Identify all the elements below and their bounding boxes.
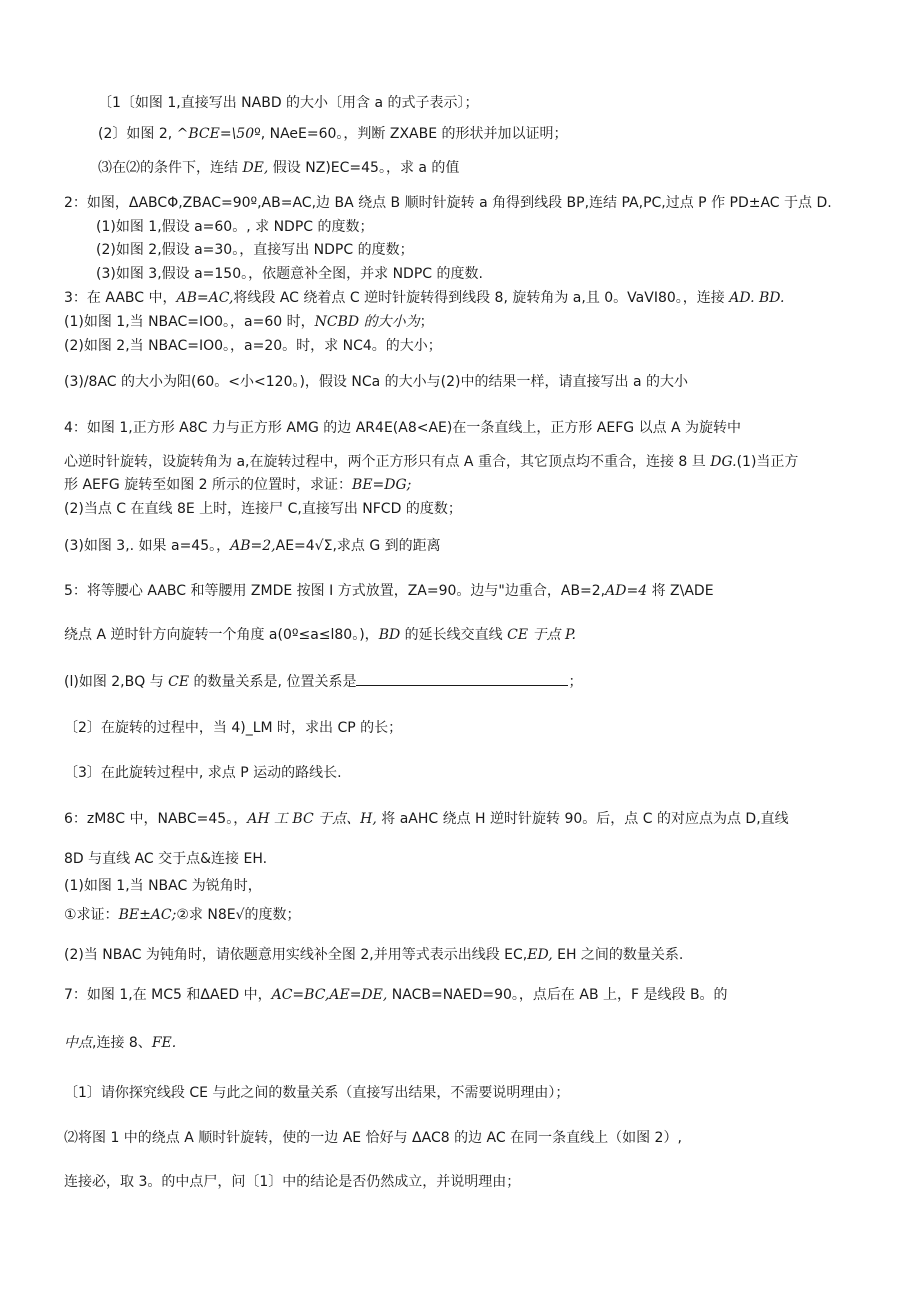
q6-stem-line1: [64, 809, 789, 829]
text: (1)当正方: [736, 454, 799, 470]
formula: AD. BD.: [729, 290, 785, 306]
q6-part1-items: [64, 905, 301, 925]
text: (3)如图 3,假设 a=150。，依题意补全图，并求 NDPC 的度数.: [96, 266, 483, 282]
text: NACB=NAED=90。，点后在 AB 上，F 是线段 B。的: [387, 987, 728, 1003]
text: (2)如图 2,当 NBAC=IO0。，a=20。时，求 NC4。的大小；: [64, 338, 442, 354]
text: 〔2〕在旋转的过程中，当 4)_LM 时，求出 CP 的长；: [64, 720, 403, 736]
text: (2〕如图 2,: [98, 126, 177, 142]
q7-part2: [64, 1128, 682, 1148]
q2-part2: [96, 240, 414, 260]
formula: CE 于点 P.: [507, 627, 576, 643]
formula: FE.: [151, 1035, 177, 1051]
q5-stem-line1: [64, 581, 714, 601]
text: 将 aAHC 绕点 H 逆时针旋转 90。后，点 C 的对应点为点 D,直线: [376, 811, 789, 827]
q3-part1: [64, 312, 434, 332]
q7-part1: [64, 1083, 569, 1103]
text: ⑶在⑵的条件下，连结: [98, 160, 243, 176]
text: AE=4√Σ,求点 G 到的距离: [275, 538, 441, 554]
text: 4：如图 1,正方形 A8C 力与正方形 AMG 的边 AR4E(A8<AE)在一条直线上，正方形 AEFG 以点 A 为旋转中: [64, 420, 742, 436]
formula: NCBD 的大小为: [314, 314, 420, 330]
text: 6：zM8C 中，NABC=45。，: [64, 811, 248, 827]
answer-blank: [356, 673, 568, 686]
text: ①求证：: [64, 907, 119, 923]
formula: AD=4: [605, 583, 648, 599]
q6-stem-line2: [64, 849, 267, 869]
formula: CE: [168, 674, 190, 690]
text: ②求 N8E√的度数；: [176, 907, 301, 923]
text: (2)当点 C 在直线 8E 上时，连接尸 C,直接写出 NFCD 的度数；: [64, 501, 462, 517]
q1-part2: [98, 124, 568, 144]
text: 心逆时针旋转，设旋转角为 a,在旋转过程中，两个正方形只有点 A 重合，其它顶点均不重合，连接 8 旦: [64, 454, 711, 470]
text: 3：在 AABC 中，: [64, 290, 177, 306]
q5-part2: [64, 718, 402, 738]
q4-part3: [64, 536, 441, 556]
q4-stem-line2: [64, 452, 798, 472]
formula: AB=AC,: [176, 290, 234, 306]
text: º, NAeE=60。，判断 ZXABE 的形状并加以证明；: [254, 126, 568, 142]
formula: DE,: [242, 160, 269, 176]
text: (l)如图 2,BQ 与: [64, 674, 169, 690]
text: 〔1〔如图 1,直接写出 NABD 的大小〔用含 a 的式子表示〕；: [98, 95, 479, 111]
text: 的延长线交直线: [400, 627, 508, 643]
text: (3)/8AC 的大小为阳(60。<小<120。)，假设 NCa 的大小与(2)中的结果一样，请直接写出 a 的大小: [64, 374, 688, 390]
text: (1)如图 1,当 NBAC 为锐角时，: [64, 878, 262, 894]
text: EH 之间的数量关系.: [552, 947, 684, 963]
text: 8D 与直线 AC 交于点&连接 EH.: [64, 851, 268, 867]
formula: AB=2,: [230, 538, 276, 554]
formula: DG.: [710, 454, 737, 470]
q2-part3: [96, 264, 483, 284]
text: (2)当 NBAC 为钝角时，请依题意用实线补全图 2,并用等式表示出线段 EC,: [64, 947, 528, 963]
text: (2)如图 2,假设 a=30。，直接写出 NDPC 的度数；: [96, 242, 414, 258]
q5-part3: [64, 763, 342, 783]
q6-part2: [64, 945, 683, 965]
formula: BE=DG;: [352, 477, 412, 493]
q2-part1: [96, 217, 373, 237]
text: (1)如图 1,当 NBAC=IO0。，a=60 时，: [64, 314, 315, 330]
text: 绕点 A 逆时针方向旋转一个角度 a(0º≤a≤l80。)，: [64, 627, 379, 643]
text: 将线段 AC 绕着点 C 逆时针旋转得到线段 8, 旋转角为 a,且 0。VaVI80。，连接: [233, 290, 730, 306]
q4-part2: [64, 499, 462, 519]
q7-part2-cont: [64, 1172, 520, 1192]
q3-stem: [64, 288, 784, 308]
q4-stem-line1: [64, 418, 741, 438]
q1-part1: [98, 93, 479, 113]
text: 的数量关系是, 位置关系是: [189, 674, 357, 690]
formula: BD: [378, 627, 401, 643]
q6-part1: [64, 876, 262, 896]
text: (3)如图 3,. 如果 a=45。，: [64, 538, 231, 554]
text: 连接必，取 3。的中点尸，问〔1〕中的结论是否仍然成立，并说明理由；: [64, 1174, 521, 1190]
formula: AH 工 BC 于点、H,: [247, 811, 377, 827]
q4-part1: [64, 475, 411, 495]
text: 〔1〕请你探究线段 CE 与此之间的数量关系（直接写出结果，不需要说明理由）；: [64, 1085, 570, 1101]
text: ⑵将图 1 中的绕点 A 顺时针旋转，使的一边 AE 恰好与 ΔAC8 的边 AC 在同一条直线上（如图 2）,: [64, 1130, 682, 1146]
text: 形 AEFG 旋转至如图 2 所示的位置时，求证：: [64, 477, 353, 493]
q7-stem-line2: [64, 1033, 176, 1053]
text: 7：如图 1,在 MC5 和ΔAED 中，: [64, 987, 272, 1003]
text: ；: [419, 314, 434, 330]
q7-stem-line1: [64, 985, 728, 1005]
text: 将 Z\ADE: [647, 583, 714, 599]
q2-stem: [64, 193, 832, 213]
text: 5：将等腰心 AABC 和等腰用 ZMDE 按图 I 方式放置，ZA=90。边与"边重合，AB=2,: [64, 583, 606, 599]
q5-stem-line2: [64, 625, 576, 645]
text: ,连接 8、: [92, 1035, 152, 1051]
text: 〔3〕在此旋转过程中, 求点 P 运动的路线长.: [64, 765, 342, 781]
text: 2：如图，ΔABCΦ,ZBAC=90º,AB=AC,边 BA 绕点 B 顺时针旋转 a 角得到线段 BP,连结 PA,PC,过点 P 作 PD±AC 于点 D.: [64, 195, 832, 211]
formula: ED,: [527, 947, 553, 963]
text: (1)如图 1,假设 a=60。, 求 NDPC 的度数；: [96, 219, 374, 235]
q1-part3: [98, 158, 459, 178]
text: ；: [568, 674, 583, 690]
formula: BE±AC;: [118, 907, 177, 923]
q3-part2: [64, 336, 442, 356]
text: 假设 NZ)EC=45。，求 a 的值: [268, 160, 460, 176]
formula: ^BCE=\50: [176, 126, 255, 142]
q3-part3: [64, 372, 688, 392]
q5-part1: [64, 672, 582, 692]
formula: AC=BC,AE=DE,: [271, 987, 388, 1003]
formula: 中点: [64, 1035, 92, 1051]
